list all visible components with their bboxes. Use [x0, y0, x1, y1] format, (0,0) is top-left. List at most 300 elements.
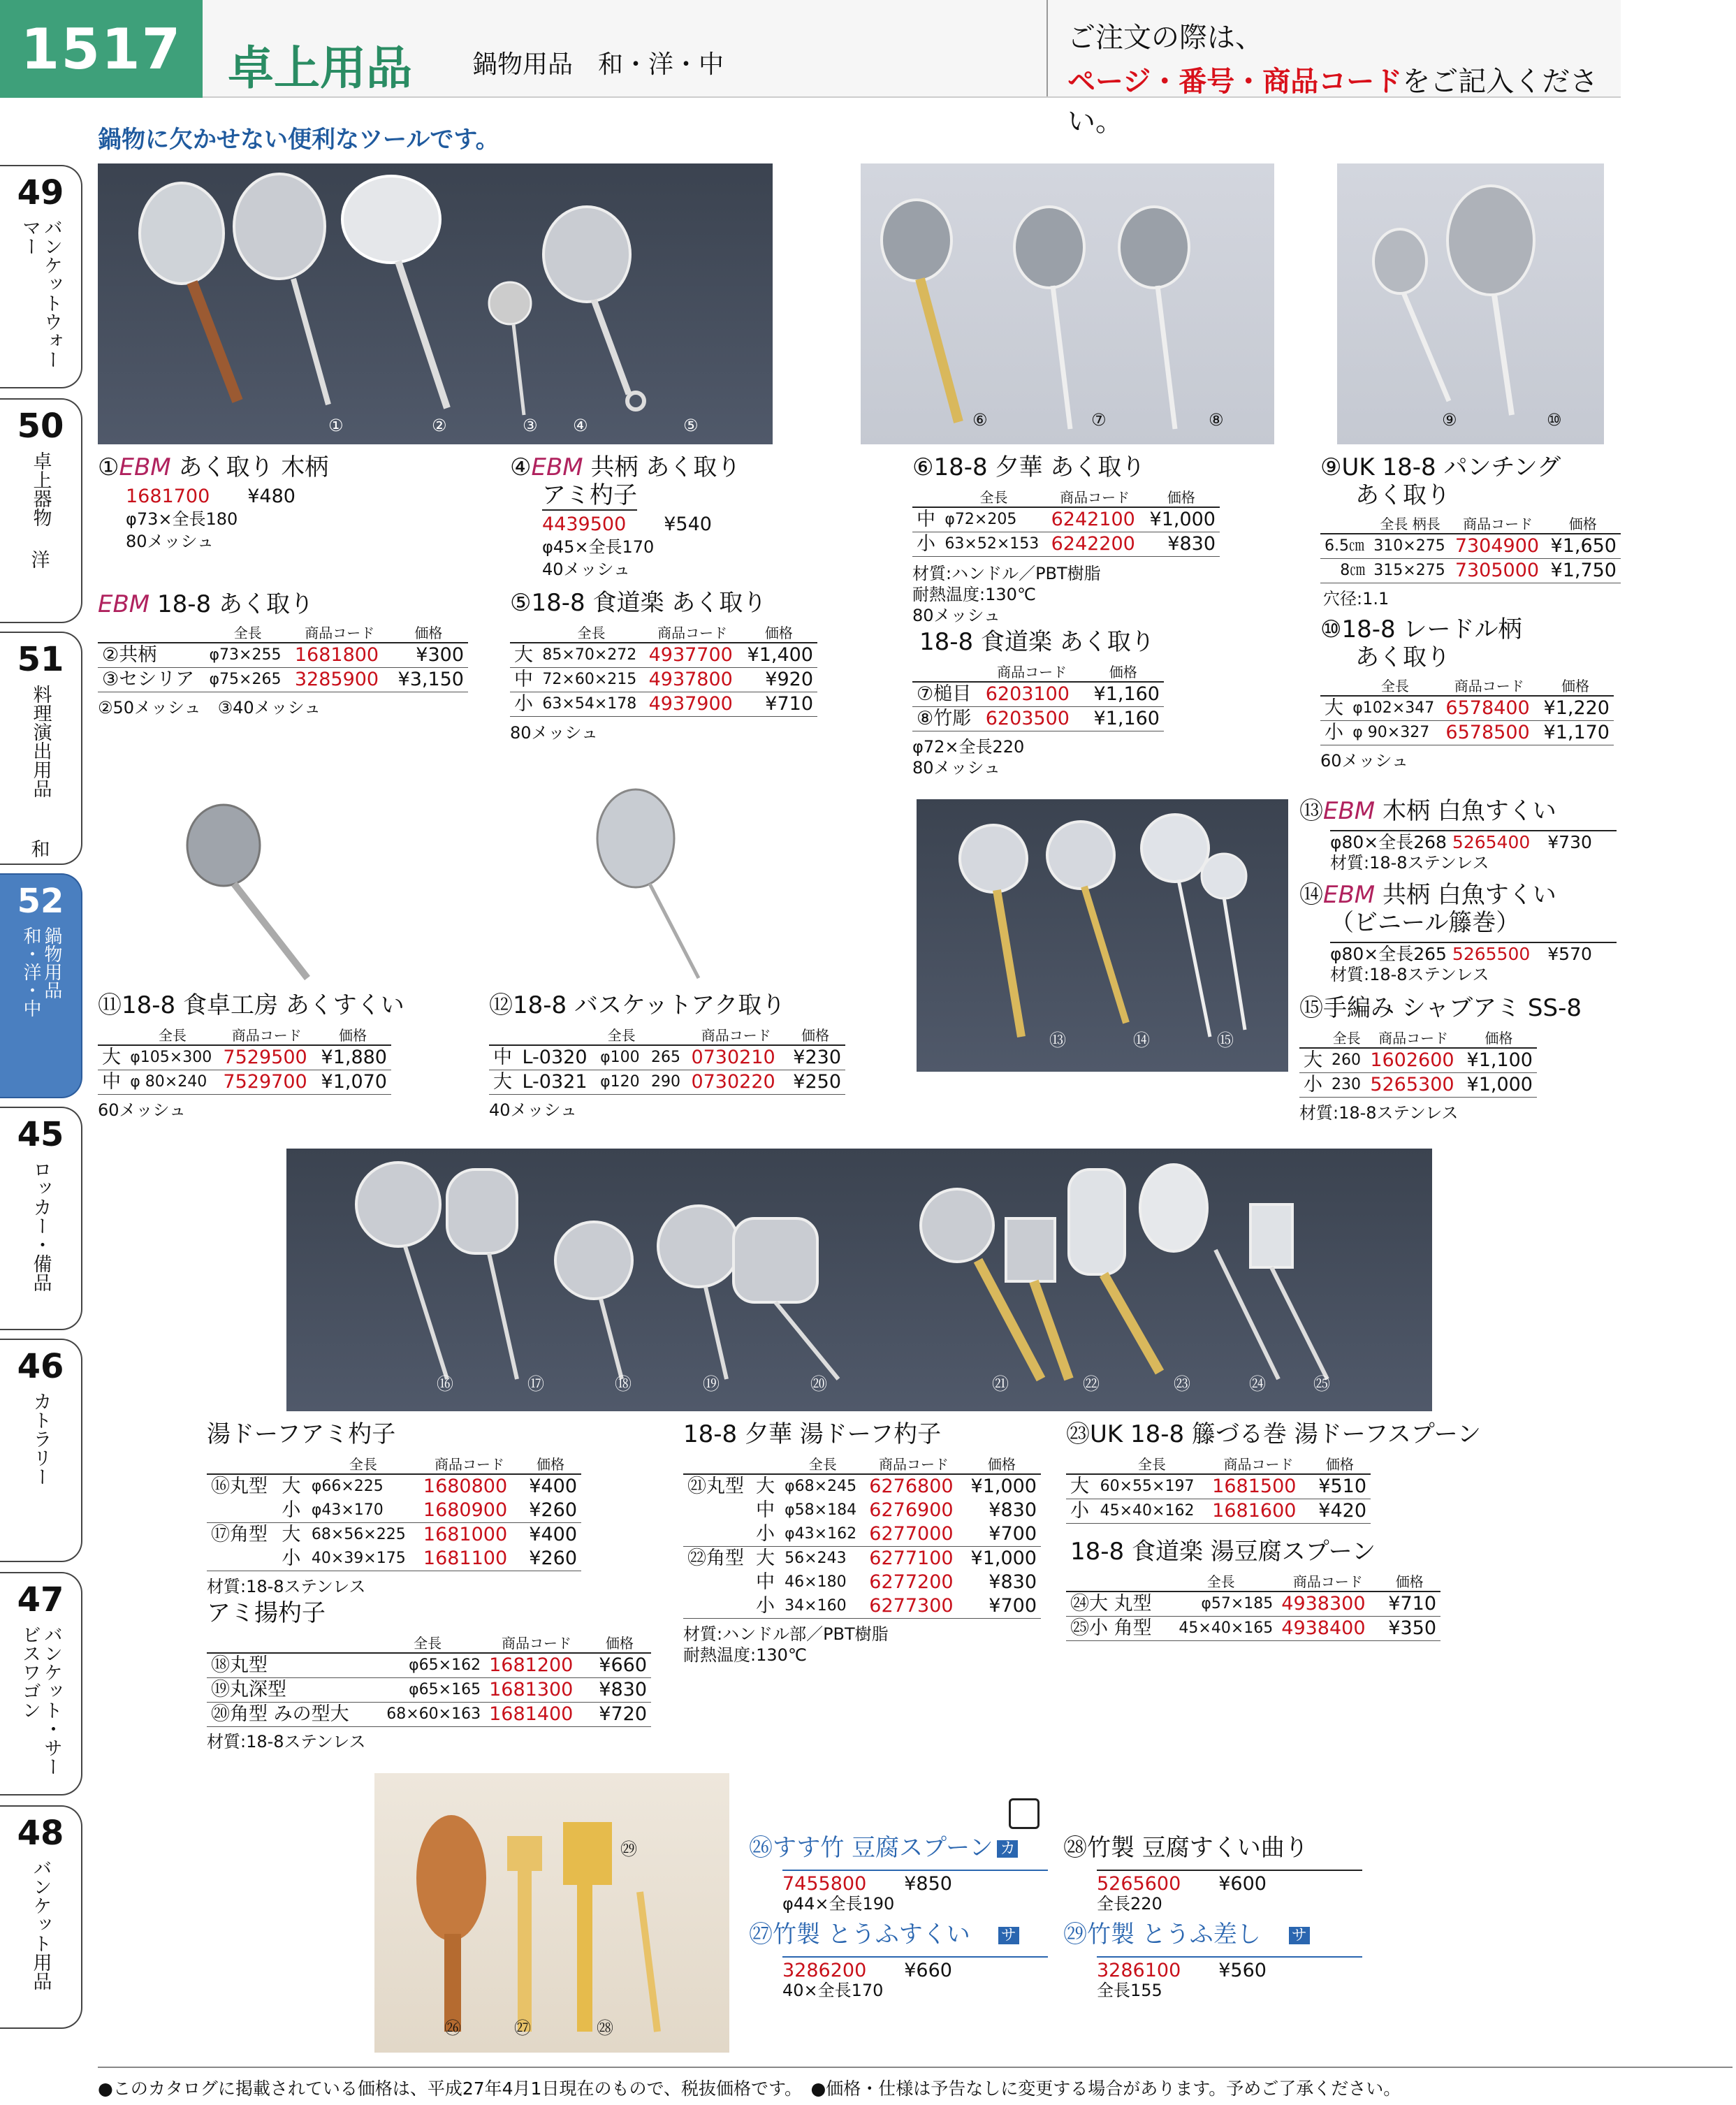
product-24-25-table	[1066, 1571, 1440, 1641]
photo-tofu-ladles-16-25	[286, 1149, 1432, 1411]
col-header: 全長	[1096, 1453, 1209, 1474]
product-code: 6277300	[865, 1594, 962, 1619]
photo-label: ③	[523, 416, 538, 435]
col-header: 全長	[780, 1453, 865, 1474]
product-26-title	[749, 1835, 1018, 1862]
subcategory-title: 鍋物用品 和・洋・中	[472, 50, 724, 79]
item-number: ①	[98, 453, 119, 481]
table-row	[98, 1070, 391, 1095]
product-27-spec: 40×全長170	[782, 1981, 884, 2000]
product-21-22-note1: 材質:ハンドル部／PBT樹脂	[683, 1624, 889, 1644]
table-row	[510, 668, 817, 692]
product-9-table	[1320, 513, 1621, 583]
col-header: 価格	[1143, 486, 1220, 507]
tab-50[interactable]	[0, 398, 82, 623]
product-name: UK 18-8 パンチング	[1341, 453, 1561, 481]
product-2-3-title	[98, 591, 314, 618]
tab-46[interactable]	[0, 1339, 82, 1562]
product-code: 5265300	[1366, 1073, 1461, 1098]
dimension: 63×54×178	[538, 692, 644, 717]
product-21-22-title: 18-8 夕華 湯ドーフ杓子	[683, 1420, 942, 1448]
price: ¥710	[1378, 1592, 1440, 1617]
tab-suffix: 和	[31, 839, 50, 861]
product-name: 竹製 とうふ差し	[1087, 1921, 1261, 1949]
size: 6.5㎝	[1320, 534, 1369, 559]
table-row	[98, 643, 468, 668]
dimension: φ105×300	[126, 1045, 219, 1070]
price: ¥710	[741, 692, 817, 717]
variant	[683, 1499, 752, 1522]
size: 大	[756, 1547, 775, 1569]
photo-label: ⑯	[437, 1374, 453, 1394]
item-number: ㉗	[749, 1921, 773, 1949]
photo-label: ⑳	[810, 1374, 827, 1394]
product-10-title2: あく取り	[1355, 643, 1450, 671]
product-6-title	[912, 454, 1145, 481]
col-header: 価格	[389, 622, 468, 643]
product-16-17-title: 湯ドーフアミ杓子	[207, 1420, 396, 1448]
product-code: 6277100	[869, 1547, 954, 1569]
dimension: φ120	[596, 1070, 647, 1095]
variant: ⑲丸深型	[207, 1678, 370, 1703]
table-row	[207, 1523, 581, 1547]
col-header: 商品コード	[291, 622, 389, 643]
variant: 竹彫	[933, 708, 972, 729]
photo-label: ⑱	[615, 1374, 632, 1394]
ladle-illustration	[286, 1149, 1432, 1411]
item-number: ②	[102, 644, 119, 666]
price: ¥700	[963, 1522, 1041, 1547]
product-15-title	[1299, 995, 1582, 1022]
size: 小	[912, 532, 940, 557]
price: ¥1,000	[970, 1547, 1037, 1569]
col-header: 商品コード	[485, 1632, 588, 1653]
price: ¥260	[520, 1499, 581, 1523]
product-code: 6578500	[1441, 721, 1537, 745]
product-name: 手編み シャブアミ SS-8	[1323, 994, 1582, 1022]
dimension: 68×56×225	[311, 1526, 406, 1543]
price: ¥830	[1143, 532, 1220, 557]
col-header: 全長	[1327, 1027, 1366, 1048]
col-header: 価格	[741, 622, 817, 643]
tab-49[interactable]	[0, 165, 82, 388]
product-1-mesh: 80メッシュ	[126, 532, 214, 551]
price: ¥660	[904, 1960, 952, 1981]
col-header: 価格	[520, 1453, 581, 1474]
product-16-17-table	[207, 1453, 581, 1571]
product-code: 6203500	[982, 707, 1083, 731]
product-2-3-table	[98, 622, 468, 692]
table-row	[683, 1499, 1041, 1522]
price: ¥250	[785, 1070, 845, 1095]
product-code: 3286200	[782, 1960, 867, 1981]
product-21-22-table	[683, 1453, 1041, 1619]
size: 大	[510, 643, 538, 668]
product-7-8-title: 18-8 食道楽 あく取り	[919, 628, 1155, 656]
product-28-line	[1097, 1870, 1362, 1896]
product-6-table	[912, 486, 1220, 557]
product-26-line	[782, 1870, 1048, 1896]
photo-skimmers-13-15	[917, 799, 1288, 1072]
variant: 槌目	[933, 683, 972, 705]
price: ¥830	[989, 1499, 1037, 1521]
tab-45[interactable]	[0, 1107, 82, 1330]
dimension: φ66×225	[311, 1478, 384, 1495]
variant: ㉕小 角型	[1066, 1617, 1165, 1641]
skimmer-illustration	[1337, 163, 1604, 444]
product-code: 7455800	[782, 1873, 867, 1895]
item-number: ⑪	[98, 991, 122, 1019]
table-row	[1066, 1592, 1440, 1617]
product-code: 4938400	[1277, 1617, 1378, 1641]
table-row	[1320, 721, 1614, 745]
product-29-spec: 全長155	[1097, 1981, 1162, 2000]
photo-skimmers-1-5	[98, 163, 773, 444]
size: 中	[489, 1045, 518, 1070]
lead-text: 鍋物に欠かせない便利なツールです。	[98, 126, 499, 154]
product-code: 3285900	[291, 668, 389, 692]
table-row	[510, 643, 817, 668]
dimension: φ43×162	[780, 1522, 865, 1547]
product-code: 7305000	[1451, 559, 1545, 583]
dimension: φ72×205	[940, 507, 1046, 532]
price: ¥1,880	[314, 1045, 391, 1070]
product-12-table	[489, 1024, 845, 1095]
product-code: 6242200	[1047, 532, 1143, 557]
col-header: 全長	[370, 1632, 485, 1653]
badge: サ	[998, 1927, 1019, 1944]
product-14-line	[1330, 942, 1617, 965]
product-code: 6276800	[869, 1476, 954, 1497]
size: 8㎝	[1320, 559, 1369, 583]
item-number: ⑮	[1299, 994, 1323, 1022]
dimension: φ73×255	[205, 643, 291, 668]
product-code: 1680900	[419, 1499, 520, 1523]
product-code: 6277200	[869, 1571, 954, 1593]
product-code: 1681100	[419, 1547, 520, 1571]
price: ¥480	[247, 486, 296, 507]
product-1-title	[98, 454, 328, 481]
product-28-title	[1063, 1835, 1308, 1862]
dimension: 34×160	[780, 1594, 865, 1619]
dimension: 230	[1327, 1073, 1366, 1098]
product-name: 18-8 食卓工房 あくすくい	[122, 991, 404, 1019]
table-row	[1320, 534, 1621, 559]
dimension: φ57×185	[1165, 1592, 1277, 1617]
badge: カ	[997, 1840, 1018, 1858]
tab-52-active[interactable]	[0, 873, 82, 1098]
product-6-note3: 80メッシュ	[912, 606, 1001, 625]
tab-51[interactable]	[0, 632, 82, 865]
col-header: 価格	[588, 1632, 651, 1653]
photo-label: ㉗	[514, 2018, 531, 2038]
dimension: φ65×162	[370, 1653, 485, 1678]
photo-label: ㉔	[1249, 1374, 1266, 1394]
col-header: 全長	[1165, 1571, 1277, 1592]
badge: サ	[1289, 1927, 1310, 1944]
product-name: 木柄 白魚すくい	[1382, 797, 1556, 825]
spec: φ80×全長265	[1330, 944, 1447, 964]
dimension: φ100	[596, 1045, 647, 1070]
product-13-title	[1299, 798, 1556, 825]
product-6-note2: 耐熱温度:130℃	[912, 585, 1036, 604]
photo-label: ④	[573, 416, 588, 435]
tab-number: 46	[17, 1347, 64, 1386]
basket-12-illustration	[580, 782, 747, 992]
table-row	[1299, 1048, 1537, 1073]
size: 小	[1066, 1499, 1096, 1524]
col-header: 商品コード	[1047, 486, 1143, 507]
product-18-20-table	[207, 1632, 651, 1727]
product-11-table	[98, 1024, 391, 1095]
col-header: 全長	[538, 622, 644, 643]
product-code: 1681200	[485, 1653, 588, 1678]
product-code: 6203100	[982, 682, 1083, 707]
price: ¥1,220	[1537, 696, 1614, 721]
variant: ⑯丸型	[211, 1476, 268, 1497]
product-code: 7304900	[1451, 534, 1545, 559]
dimension: 315×275	[1369, 559, 1451, 583]
price: ¥830	[989, 1571, 1037, 1593]
price: ¥350	[1378, 1617, 1440, 1641]
order-notice	[1046, 0, 1621, 138]
photo-label: ⑰	[527, 1374, 544, 1394]
product-24-25-title: 18-8 食道楽 湯豆腐スプーン	[1070, 1538, 1376, 1566]
table-row	[1320, 559, 1621, 583]
price: ¥730	[1547, 832, 1592, 852]
variant	[683, 1571, 752, 1594]
dimension: 63×52×153	[940, 532, 1046, 557]
product-18-20-title: アミ揚杓子	[207, 1599, 326, 1627]
col-header: 商品コード	[645, 622, 741, 643]
size: 中	[912, 507, 940, 532]
product-13-line	[1330, 830, 1617, 853]
item-number: ③	[102, 669, 119, 690]
photo-label: ②	[432, 416, 447, 435]
price: ¥560	[1218, 1960, 1267, 1981]
item-number: ⑦	[917, 683, 934, 705]
product-21-22-note2: 耐熱温度:130℃	[683, 1645, 807, 1665]
variant	[683, 1594, 752, 1619]
price: ¥1,070	[314, 1070, 391, 1095]
item-number: ⑥	[912, 453, 934, 481]
table-row	[1066, 1499, 1371, 1524]
dimension: 260	[1327, 1048, 1366, 1073]
dimension: φ43×170	[307, 1499, 419, 1523]
tab-number: 45	[17, 1115, 64, 1154]
col-header: 全長	[205, 622, 291, 643]
brand-ebm: EBM	[98, 590, 150, 618]
tab-label: ロッカー・備品	[29, 1160, 52, 1292]
size: 大	[1320, 696, 1348, 721]
col-header: 全長	[596, 1024, 647, 1045]
col-header: 商品コード	[865, 1453, 962, 1474]
size: 大	[98, 1045, 126, 1070]
product-10-table	[1320, 675, 1614, 745]
product-14-note: 材質:18-8ステンレス	[1330, 965, 1489, 984]
product-14-title2: （ビニール籐巻）	[1330, 909, 1520, 937]
product-1-code-line	[126, 485, 296, 509]
size: 大	[282, 1524, 301, 1545]
length: 265	[647, 1045, 687, 1070]
table-row	[98, 668, 468, 692]
product-code: 5265400	[1452, 832, 1531, 852]
price: ¥660	[588, 1653, 651, 1678]
col-header: 価格	[1082, 661, 1164, 682]
photo-label: ㉖	[444, 2018, 461, 2038]
item-number: ⑭	[1299, 881, 1323, 909]
product-code: 1681700	[126, 486, 210, 507]
variant: 共柄	[119, 644, 157, 666]
col-header-zenchou: 全長	[1380, 516, 1408, 532]
item-number: ⑨	[1320, 453, 1342, 481]
dimension: 68×60×163	[370, 1703, 485, 1727]
table-row	[1320, 696, 1614, 721]
col-header: 商品コード	[219, 1024, 314, 1045]
product-name: 竹製 とうふすくい	[773, 1921, 970, 1949]
item-number: ㉖	[749, 1834, 773, 1862]
product-7-8-table	[912, 661, 1164, 731]
product-code: 7529700	[219, 1070, 314, 1095]
tab-label: 卓上器物	[29, 451, 52, 527]
item-number: ⑩	[1320, 616, 1342, 643]
col-header: 価格	[314, 1024, 391, 1045]
photo-label: ㉑	[992, 1374, 1009, 1394]
table-row	[207, 1547, 581, 1571]
table-row	[912, 532, 1220, 557]
tab-47[interactable]	[0, 1572, 82, 1796]
bamboo-illustration	[374, 1773, 729, 2053]
photo-label: ㉘	[597, 2018, 613, 2038]
size: 中	[510, 668, 538, 692]
skimmer-illustration	[861, 163, 1274, 444]
col-header: 商品コード	[982, 661, 1083, 682]
photo-skimmers-9-10	[1337, 163, 1604, 444]
price: ¥1,160	[1082, 682, 1164, 707]
price: ¥1,000	[970, 1476, 1037, 1497]
col-header: 価格	[1378, 1571, 1440, 1592]
product-27-title	[749, 1921, 1019, 1949]
dimension: 85×70×272	[538, 643, 644, 668]
length: 290	[647, 1070, 687, 1095]
price: ¥850	[904, 1873, 952, 1895]
price: ¥510	[1309, 1474, 1371, 1499]
product-code: 4938300	[1277, 1592, 1378, 1617]
price: ¥420	[1309, 1499, 1371, 1524]
item-number: ⑤	[510, 589, 532, 617]
product-code: 6578400	[1441, 696, 1537, 721]
table-row	[510, 692, 817, 717]
col-header: 価格	[1309, 1453, 1371, 1474]
table-row	[207, 1703, 651, 1727]
spec: φ80×全長268	[1330, 832, 1447, 852]
table-row	[98, 1045, 391, 1070]
product-name: 共柄 あく取り	[590, 453, 741, 481]
product-code: 4937700	[645, 643, 741, 668]
size: 小	[277, 1499, 307, 1523]
product-4-code-line	[542, 513, 712, 537]
item-number: ⑬	[1299, 797, 1323, 825]
product-6-note1: 材質:ハンドル／PBT樹脂	[912, 564, 1101, 583]
product-name: 18-8 レードル柄	[1341, 616, 1522, 643]
size: 大	[282, 1476, 301, 1497]
product-code: 4439500	[542, 513, 627, 535]
product-code: 4937900	[645, 692, 741, 717]
table-row	[912, 507, 1220, 532]
photo-label: ⑩	[1547, 410, 1562, 430]
size: 小	[277, 1547, 307, 1571]
product-23-title	[1066, 1421, 1481, 1448]
notice-line1: ご注文の際は、	[1067, 22, 1263, 54]
price: ¥600	[1218, 1873, 1267, 1895]
item-number: ④	[510, 453, 532, 481]
product-code: 1681400	[485, 1703, 588, 1727]
product-code: 0730220	[687, 1070, 785, 1095]
variant: ⑱丸型	[207, 1653, 370, 1678]
product-5-table	[510, 622, 817, 717]
product-code: 1681300	[485, 1678, 588, 1703]
photo-label: ①	[328, 416, 344, 435]
photo-label: ㉕	[1313, 1374, 1330, 1394]
product-23-table	[1066, 1453, 1371, 1524]
product-14-title	[1299, 882, 1556, 909]
product-code: 1680800	[423, 1476, 508, 1497]
variant	[207, 1499, 277, 1523]
price: ¥1,100	[1461, 1048, 1537, 1073]
table-row	[207, 1499, 581, 1523]
dimension: 45×40×162	[1096, 1499, 1209, 1524]
photo-label: ㉙	[620, 1840, 637, 1859]
product-code: 5265600	[1097, 1873, 1181, 1895]
item-number: ㉙	[1063, 1921, 1087, 1949]
brand-ebm: EBM	[1323, 881, 1376, 909]
dimension: 310×275	[1369, 534, 1451, 559]
price: ¥1,650	[1545, 534, 1621, 559]
table-row	[683, 1547, 1041, 1571]
photo-label: ⑨	[1442, 410, 1457, 430]
col-header: 商品コード	[1277, 1571, 1378, 1592]
tab-48[interactable]	[0, 1805, 82, 2029]
product-name: あく取り 木柄	[178, 453, 329, 481]
page-number: 1517	[0, 0, 203, 98]
dimension: φ 80×240	[126, 1070, 219, 1095]
dimension: 46×180	[785, 1573, 847, 1591]
tab-label: バンケットウォーマー	[19, 218, 63, 369]
product-1-spec: φ73×全長180	[126, 509, 238, 529]
price: ¥1,160	[1082, 707, 1164, 731]
item-number: ㉘	[1063, 1834, 1087, 1862]
photo-bamboo-tools-26-29	[374, 1773, 729, 2053]
table-row	[912, 682, 1164, 707]
tab-number: 50	[17, 407, 64, 446]
price: ¥1,170	[1537, 721, 1614, 745]
product-29-line	[1097, 1956, 1362, 1983]
product-code: 0730210	[687, 1045, 785, 1070]
price: ¥3,150	[389, 668, 468, 692]
product-7-8-note1: φ72×全長220	[912, 737, 1025, 757]
brand-ebm: EBM	[119, 453, 171, 481]
product-name: 竹製 豆腐すくい曲り	[1087, 1834, 1308, 1862]
col-header: 商品コード	[1441, 675, 1537, 696]
col-header: 価格	[785, 1024, 845, 1045]
variant	[207, 1547, 277, 1571]
notice-tail: をご記入ください。	[1067, 66, 1598, 138]
variant: ⑳角型 みの型大	[207, 1703, 370, 1727]
dimension: φ75×265	[205, 668, 291, 692]
col-header: 商品コード	[1366, 1027, 1461, 1048]
product-5-title	[510, 590, 766, 617]
col-header	[1369, 513, 1451, 534]
